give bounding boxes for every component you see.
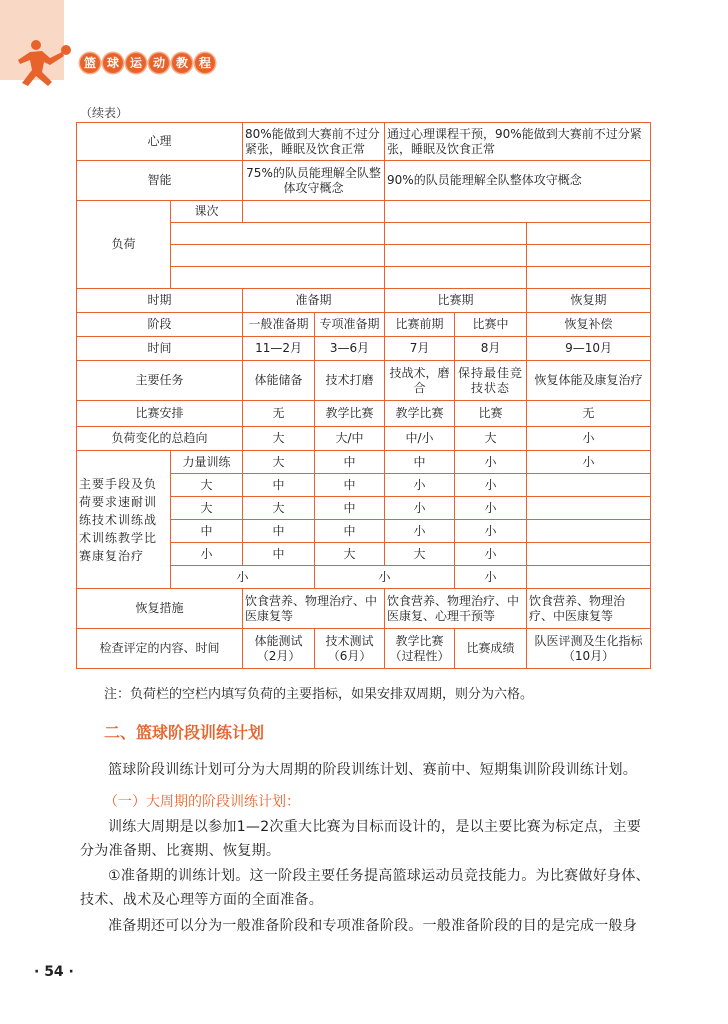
load-times-label: 课次: [171, 201, 243, 223]
cell: 中/小: [385, 427, 455, 451]
cell: 体能储备: [243, 361, 315, 401]
row-label-tasks: 主要任务: [77, 361, 243, 401]
table-row: [77, 629, 651, 669]
table-row: [77, 427, 651, 451]
cell: 中: [243, 520, 315, 543]
table-row: [77, 337, 651, 361]
cell: [385, 223, 527, 245]
cell: 技术测试（6月）: [315, 629, 385, 669]
cell: 大: [171, 474, 243, 497]
row-label-trend: 负荷变化的总趋向: [77, 427, 243, 451]
cell: 中: [171, 520, 243, 543]
cell: [527, 223, 651, 245]
cell: 比赛前期: [385, 313, 455, 337]
cell: 小: [455, 543, 527, 566]
cell: 教学比赛: [385, 401, 455, 427]
cell: 技术打磨: [315, 361, 385, 401]
row-label-time: 时间: [77, 337, 243, 361]
table-row: [77, 313, 651, 337]
cell: 小: [527, 427, 651, 451]
cell: 中: [315, 474, 385, 497]
cell: [243, 201, 385, 223]
cell: 小: [385, 520, 455, 543]
cell: [527, 474, 651, 497]
cell: 90%的队员能理解全队整体攻守概念: [385, 161, 651, 201]
cell: 大: [315, 543, 385, 566]
title-char: 动: [149, 53, 169, 73]
title-char: 程: [195, 53, 215, 73]
body-paragraph: ①准备期的训练计划。这一阶段主要任务提高篮球运动员竞技能力。为比赛做好身体、技术、战术及心理等方面的全面准备。: [80, 868, 650, 908]
cell: 恢复补偿: [527, 313, 651, 337]
page-number: · 54 ·: [34, 964, 74, 980]
cell: 小: [455, 451, 527, 474]
table-row: [77, 451, 651, 474]
basketball-player-icon: [6, 38, 76, 88]
cell: [527, 566, 651, 589]
table-row: [77, 401, 651, 427]
cell: 大/中: [315, 427, 385, 451]
cell: 小: [455, 566, 527, 589]
table-row: [77, 161, 651, 201]
table-row: [77, 361, 651, 401]
cell: 饮食营养、物理治疗、中医康复、心理干预等: [385, 589, 527, 629]
cell: 比赛: [455, 401, 527, 427]
cell: [385, 245, 527, 267]
cell: 队医评测及生化指标（10月）: [527, 629, 651, 669]
title-char: 篮: [80, 53, 100, 73]
table-row: [77, 289, 651, 313]
cell: 75%的队员能理解全队整体攻守概念: [243, 161, 385, 201]
book-title: [80, 53, 215, 73]
cell: [527, 543, 651, 566]
cell: 恢复体能及康复治疗: [527, 361, 651, 401]
cell: 小: [385, 474, 455, 497]
cell: 80%能做到大赛前不过分紧张，睡眠及饮食正常: [243, 123, 385, 161]
cell: 小: [171, 543, 243, 566]
cell: 11—2月: [243, 337, 315, 361]
title-char: 教: [172, 53, 192, 73]
subsection-title: （一）大周期的阶段训练计划：: [104, 794, 300, 810]
body-paragraph: 准备期还可以分为一般准备阶段和专项准备阶段。一般准备阶段的目的是完成一般身: [108, 918, 638, 934]
cell: 大: [455, 427, 527, 451]
cell: 饮食营养、物理治疗、中医康复等: [243, 589, 385, 629]
cell: 小: [527, 451, 651, 474]
cell: 中: [243, 543, 315, 566]
cell: 9—10月: [527, 337, 651, 361]
cell: 大: [243, 497, 315, 520]
intro-paragraph: 篮球阶段训练计划可分为大周期的阶段训练计划、赛前中、短期集训阶段训练计划。: [108, 762, 638, 778]
row-label-means: 主要手段及负荷要求速耐训练技术训练战术训练教学比赛康复治疗: [77, 451, 171, 589]
cell: 小: [171, 566, 315, 589]
cell: 中: [315, 520, 385, 543]
cell: [527, 245, 651, 267]
cell: 教学比赛: [315, 401, 385, 427]
cell: 准备期: [243, 289, 385, 313]
cell: 小: [455, 497, 527, 520]
cell: 大: [385, 543, 455, 566]
cell: 一般准备期: [243, 313, 315, 337]
cell: 力量训练: [171, 451, 243, 474]
row-label-psych: 心理: [77, 123, 243, 161]
cell: 中: [315, 497, 385, 520]
cell: 中: [315, 451, 385, 474]
cell: [527, 497, 651, 520]
row-label-schedule: 比赛安排: [77, 401, 243, 427]
table-note: 注：负荷栏的空栏内填写负荷的主要指标，如果安排双周期，则分为六格。: [104, 687, 534, 702]
cell: 比赛期: [385, 289, 527, 313]
title-char: 运: [126, 53, 146, 73]
row-label-intel: 智能: [77, 161, 243, 201]
row-label-load: 负荷: [77, 201, 171, 289]
cell: 教学比赛（过程性）: [385, 629, 455, 669]
cell: 小: [455, 474, 527, 497]
cell: 体能测试（2月）: [243, 629, 315, 669]
body-paragraph: 训练大周期是以参加1—2次重大比赛为目标而设计的，是以主要比赛为标定点，主要分为准备期、比赛期、恢复期。: [80, 819, 642, 859]
cell: 通过心理课程干预，90%能做到大赛前不过分紧张，睡眠及饮食正常: [385, 123, 651, 161]
row-label-period: 时期: [77, 289, 243, 313]
cell: 比赛成绩: [455, 629, 527, 669]
table-caption: （续表）: [80, 106, 129, 120]
cell: 小: [385, 497, 455, 520]
row-label-check: 检查评定的内容、时间: [77, 629, 243, 669]
cell: 中: [385, 451, 455, 474]
cell: [171, 245, 385, 267]
cell: 7月: [385, 337, 455, 361]
cell: [527, 267, 651, 289]
cell: 小: [455, 520, 527, 543]
cell: 3—6月: [315, 337, 385, 361]
row-label-recovery: 恢复措施: [77, 589, 243, 629]
cell: 大: [171, 497, 243, 520]
cell: [171, 223, 385, 245]
section-title: 二、篮球阶段训练计划: [104, 723, 265, 742]
cell: [527, 520, 651, 543]
cell: [385, 201, 651, 223]
cell: [171, 267, 385, 289]
cell: 专项准备期: [315, 313, 385, 337]
cell: 无: [243, 401, 315, 427]
cell: 大: [243, 427, 315, 451]
cell: 技战术，磨合: [385, 361, 455, 401]
cell: 大: [243, 451, 315, 474]
cell: 恢复期: [527, 289, 651, 313]
cell: 中: [243, 474, 315, 497]
table-row: [77, 123, 651, 161]
cell: [385, 267, 527, 289]
row-label-stage: 阶段: [77, 313, 243, 337]
cell: 小: [315, 566, 455, 589]
cell: 8月: [455, 337, 527, 361]
cell: 饮食营养、物理治疗、中医康复等: [527, 589, 651, 629]
title-char: 球: [103, 53, 123, 73]
cell: 比赛中: [455, 313, 527, 337]
table-row: [77, 201, 651, 223]
cell: 无: [527, 401, 651, 427]
table-row: [77, 589, 651, 629]
training-plan-table: [76, 122, 651, 669]
cell: 保持最佳竞技状态: [455, 361, 527, 401]
